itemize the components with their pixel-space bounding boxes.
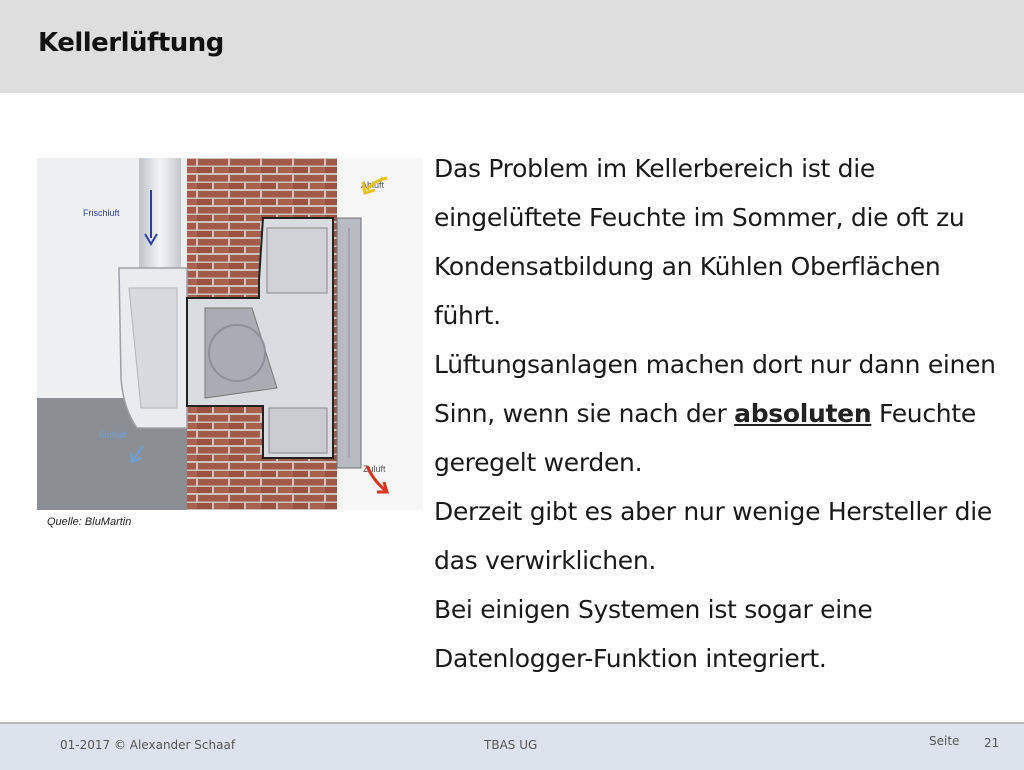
paragraph-4: Bei einigen Systemen ist sogar eine Datenlogger-Funktion integriert. [434,595,873,673]
slide-footer [0,722,1024,770]
label-fortluft: Fortluft [99,430,128,440]
paragraph-1: Das Problem im Kellerbereich ist die eingelüftete Feuchte im Sommer, die oft zu Kondensatbildung an Kühlen Oberflächen führt. [434,154,965,330]
ventilation-diagram [37,158,423,510]
footer-page-label: Seite [929,734,960,748]
footer-company: TBAS UG [484,738,538,752]
slide-title: Kellerlüftung [38,28,224,58]
slide-body [434,144,1014,683]
slide-header [0,0,1024,93]
paragraph-2-pre: Lüftungsanlagen machen dort nur dann einen Sinn, wenn sie nach der [434,350,996,428]
footer-copyright: 01-2017 © Alexander Schaaf [60,738,236,752]
paragraph-2 [434,340,1014,487]
paragraph-3: Derzeit gibt es aber nur wenige Hersteller die das verwirklichen. [434,497,992,575]
label-frischluft: Frischluft [83,208,120,218]
paragraph-2-post: Feuchte geregelt werden. [434,399,976,477]
label-zuluft: Zuluft [363,464,386,474]
label-abluft: Abluft [361,180,385,190]
footer-page-number: 21 [984,736,1000,750]
figure-caption: Quelle: BluMartin [47,516,132,528]
underlined-term: absoluten [734,399,872,428]
